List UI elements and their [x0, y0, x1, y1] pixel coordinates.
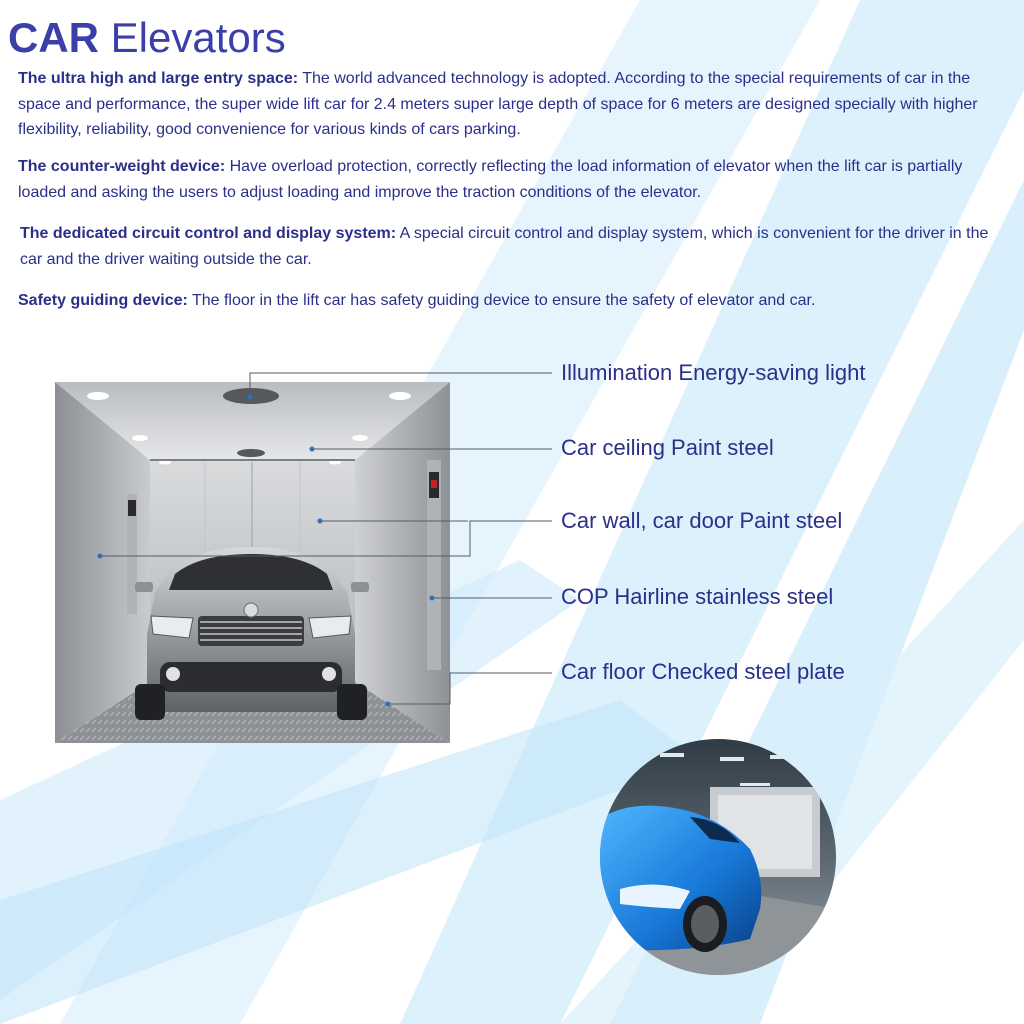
label-car-wall-door: Car wall, car door Paint steel — [561, 508, 843, 533]
label-car-ceiling: Car ceiling Paint steel — [561, 435, 774, 460]
label-cop: COP Hairline stainless steel — [561, 584, 834, 609]
paragraph-text: A special circuit control and display system, which is convenient for the driver in the car and the driver waiting outside the car. — [20, 225, 989, 268]
paragraph-text: The floor in the lift car has safety guiding device to ensure the safety of elevator and car. — [187, 292, 816, 309]
paragraph-safety-guiding — [18, 288, 1010, 314]
paragraph-lead: The dedicated circuit control and display system: — [20, 225, 397, 242]
paragraph-lead: The counter-weight device: — [18, 158, 226, 175]
paragraph-lead: Safety guiding device: — [18, 292, 188, 309]
page-title — [8, 12, 286, 64]
page-title-strong: CAR — [8, 14, 99, 61]
paragraph-text: The world advanced technology is adopted. According to the special requirements of car in the space and performance, the super wide lift car for 2.4 meters super large depth of space for 6 meters are designed specially with higher flexibility, reliability, good convenience for various kinds of cars parking. — [18, 70, 978, 138]
paragraph-counter-weight — [18, 154, 1010, 205]
blue-car-elevator-photo — [600, 739, 836, 975]
label-car-floor: Car floor Checked steel plate — [561, 659, 845, 684]
paragraph-text: Have overload protection, correctly reflecting the load information of elevator when the lift car is partially loaded and asking the users to adjust loading and improve the traction conditions of the elevator. — [18, 158, 963, 201]
paragraph-circuit-control — [20, 221, 1012, 272]
label-illumination: Illumination Energy-saving light — [561, 360, 866, 385]
paragraph-lead: The ultra high and large entry space: — [18, 70, 299, 87]
page-title-rest: Elevators — [99, 14, 286, 61]
elevator-car-photo — [55, 382, 450, 743]
paragraph-entry-space — [18, 66, 1010, 143]
